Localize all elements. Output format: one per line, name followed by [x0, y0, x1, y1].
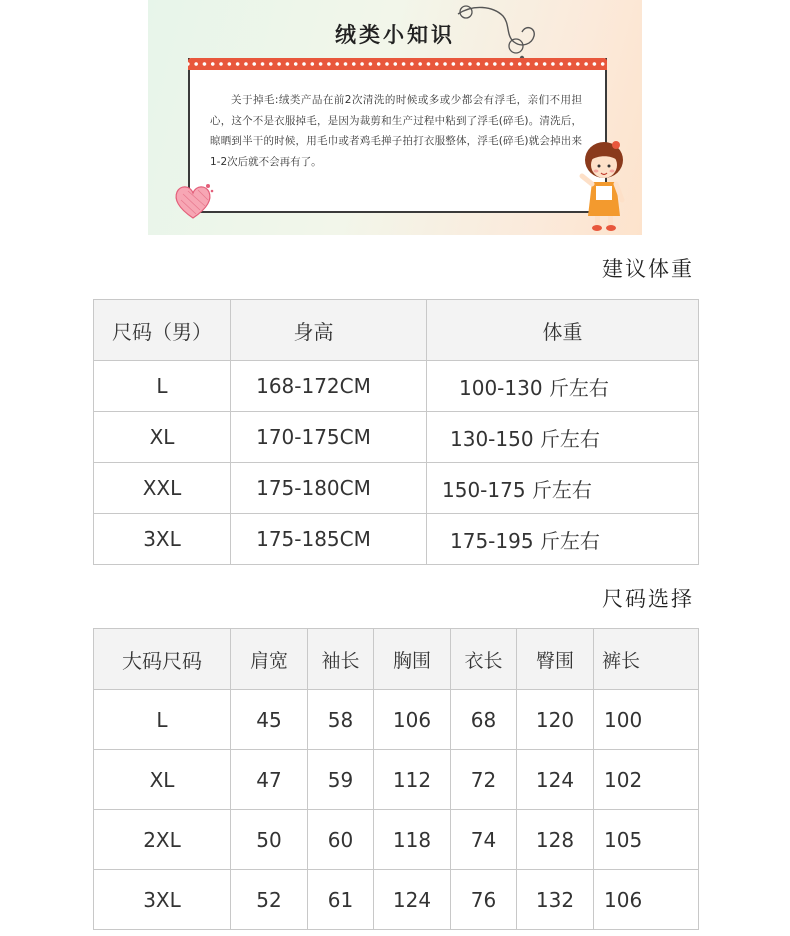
table-row: [94, 412, 699, 463]
height-cell: 175-180CM: [231, 463, 427, 514]
size-section-title: 尺码选择: [602, 587, 694, 611]
size-cell: 3XL: [94, 870, 231, 930]
size-table-header: [94, 629, 699, 690]
weight-cell: 150-175 斤左右: [427, 463, 699, 514]
value-cell: 52: [231, 870, 308, 930]
table-row: [94, 514, 699, 565]
header-size: 大码尺码: [94, 629, 231, 690]
value-cell: 112: [374, 750, 451, 810]
size-cell: XL: [94, 750, 231, 810]
value-cell: 106: [594, 870, 699, 930]
weight-cell: 175-195 斤左右: [427, 514, 699, 565]
header-height: 身高: [231, 300, 427, 361]
size-cell: XL: [94, 412, 231, 463]
header-sleeve: 袖长: [308, 629, 374, 690]
weight-table-header: [94, 300, 699, 361]
value-cell: 45: [231, 690, 308, 750]
weight-cell: 100-130 斤左右: [427, 361, 699, 412]
size-cell: L: [94, 690, 231, 750]
heart-icon: [172, 182, 214, 222]
table-row: [94, 690, 699, 750]
size-cell: 3XL: [94, 514, 231, 565]
weight-cell: 130-150 斤左右: [427, 412, 699, 463]
header-length: 衣长: [451, 629, 517, 690]
table-row: [94, 361, 699, 412]
value-cell: 124: [374, 870, 451, 930]
size-cell: L: [94, 361, 231, 412]
size-cell: 2XL: [94, 810, 231, 870]
value-cell: 60: [308, 810, 374, 870]
value-cell: 128: [517, 810, 594, 870]
header-hip: 臀围: [517, 629, 594, 690]
table-row: [94, 463, 699, 514]
size-table: [93, 628, 699, 930]
value-cell: 124: [517, 750, 594, 810]
height-cell: 170-175CM: [231, 412, 427, 463]
value-cell: 61: [308, 870, 374, 930]
value-cell: 100: [594, 690, 699, 750]
girl-illustration-icon: [578, 138, 628, 233]
header-weight: 体重: [427, 300, 699, 361]
value-cell: 58: [308, 690, 374, 750]
weight-section-title: 建议体重: [602, 257, 694, 281]
table-row: [94, 750, 699, 810]
height-cell: 168-172CM: [231, 361, 427, 412]
value-cell: 105: [594, 810, 699, 870]
value-cell: 106: [374, 690, 451, 750]
header-pants-length: 裤长: [594, 629, 699, 690]
table-row: [94, 870, 699, 930]
value-cell: 76: [451, 870, 517, 930]
notice-text: 关于掉毛:绒类产品在前2次清洗的时候或多或少都会有浮毛，亲们不用担心，这个不是衣服掉毛，是因为裁剪和生产过程中粘到了浮毛(碎毛)。清洗后，晾晒到半干的时候，用毛巾或者鸡毛掸子拍打衣服整体，浮毛(碎毛)就会掉出来1-2次后就不会再有了。: [210, 94, 582, 168]
size-cell: XXL: [94, 463, 231, 514]
notice-card-header-bar: [188, 58, 607, 70]
notice-card: [188, 58, 607, 213]
value-cell: 50: [231, 810, 308, 870]
header-shoulder: 肩宽: [231, 629, 308, 690]
value-cell: 72: [451, 750, 517, 810]
value-cell: 120: [517, 690, 594, 750]
header-chest: 胸围: [374, 629, 451, 690]
value-cell: 132: [517, 870, 594, 930]
value-cell: 59: [308, 750, 374, 810]
header-size: 尺码（男）: [94, 300, 231, 361]
weight-table: [93, 299, 699, 565]
banner-title: 绒类小知识: [335, 23, 455, 47]
table-row: [94, 810, 699, 870]
info-banner: [148, 0, 642, 235]
value-cell: 74: [451, 810, 517, 870]
value-cell: 47: [231, 750, 308, 810]
height-cell: 175-185CM: [231, 514, 427, 565]
value-cell: 102: [594, 750, 699, 810]
value-cell: 68: [451, 690, 517, 750]
value-cell: 118: [374, 810, 451, 870]
